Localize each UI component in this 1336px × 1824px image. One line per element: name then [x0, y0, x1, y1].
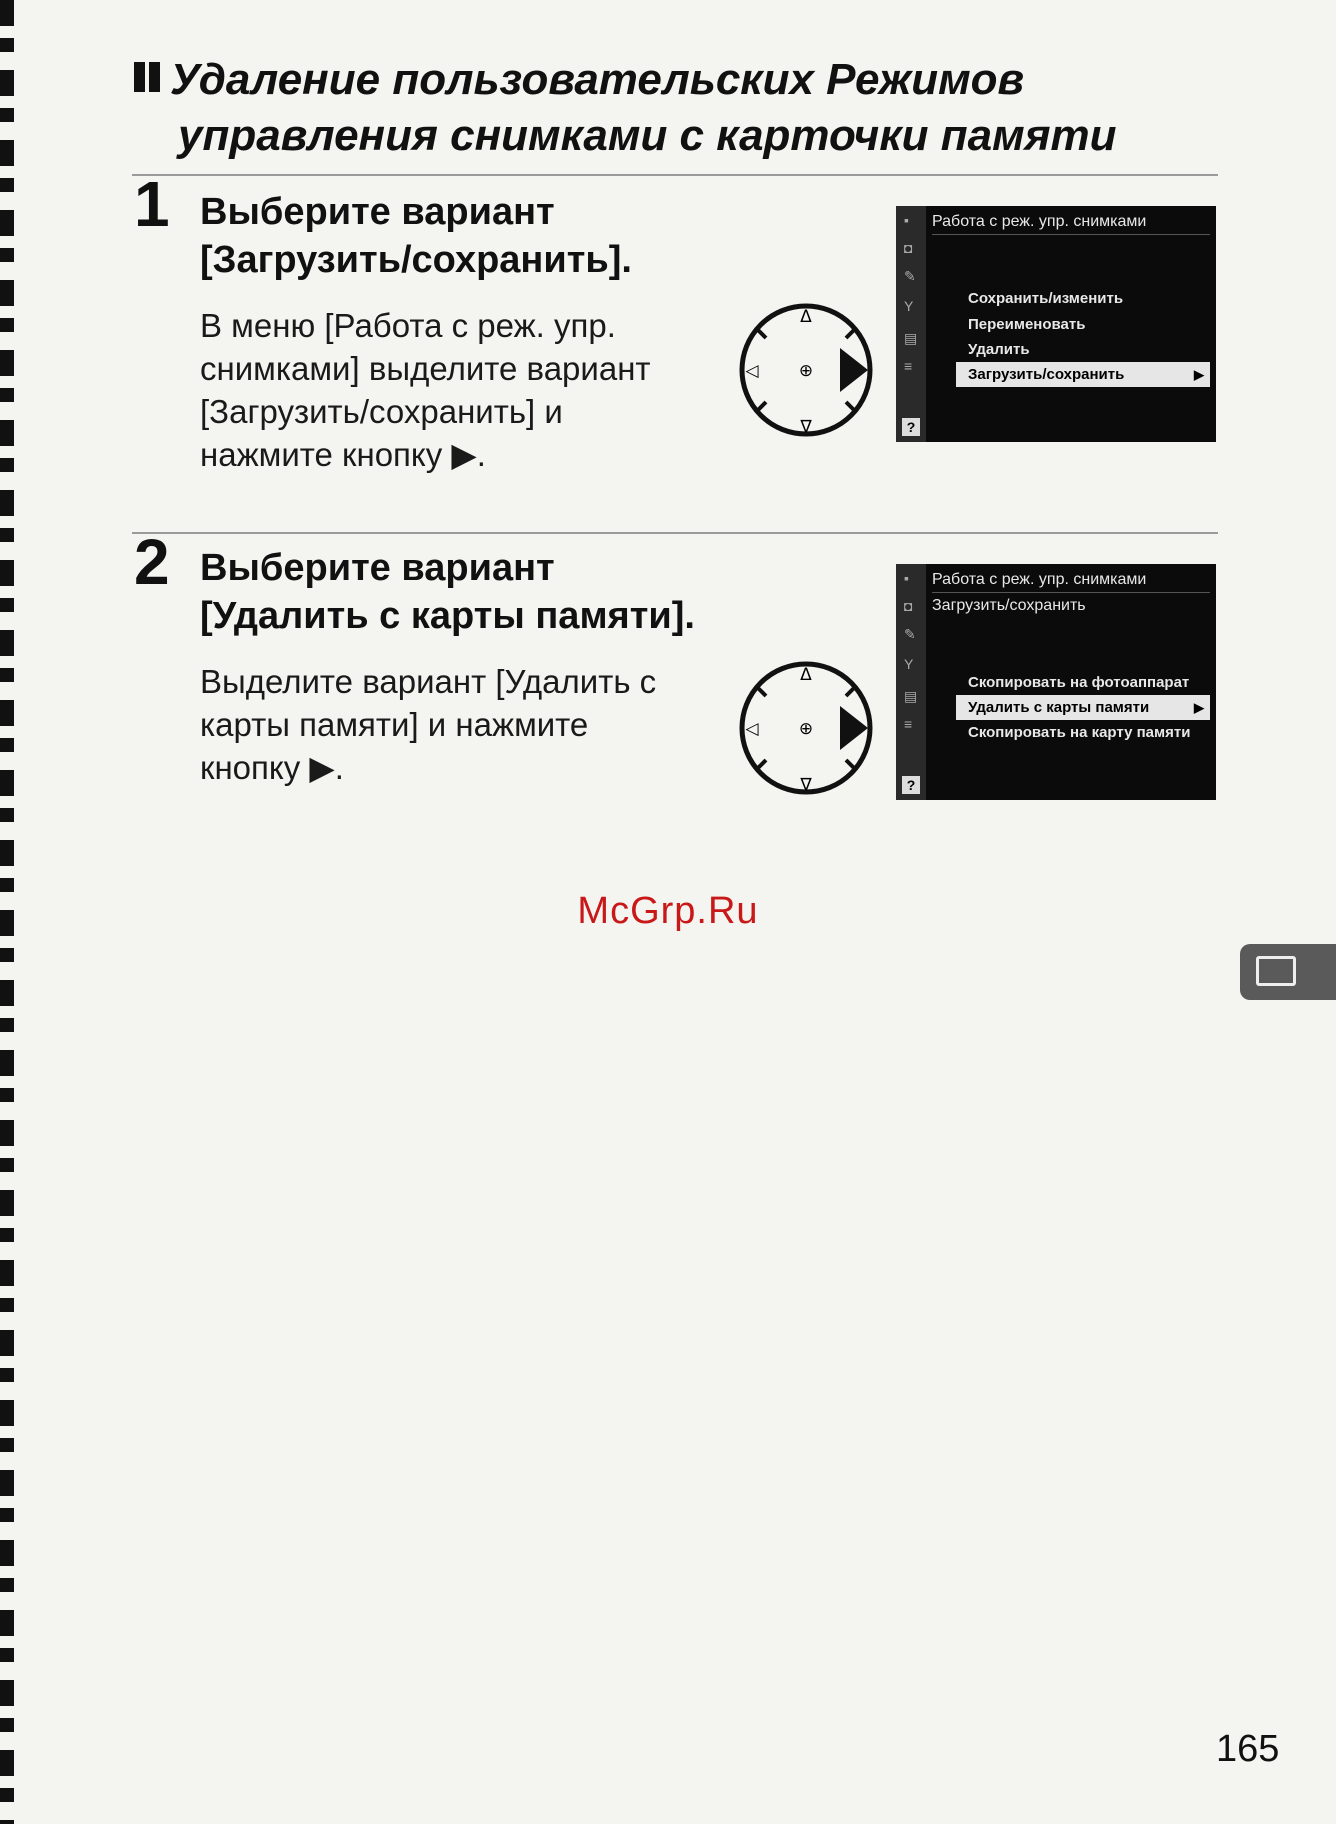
- step-2-heading-line1: Выберите вариант: [200, 547, 555, 589]
- dial-2-center-label: ⊕: [798, 719, 814, 739]
- chevron-right-icon: ▶: [1194, 367, 1204, 382]
- mymenu-icon: ≡: [904, 358, 913, 374]
- section-title-line2: управления снимками с карточки памяти: [178, 111, 1117, 160]
- section-title-line1: Удаление пользовательских Режимов: [170, 55, 1025, 104]
- menu-sidebar: [896, 206, 926, 442]
- menu-item-save-edit[interactable]: Сохранить/изменить: [968, 290, 1124, 307]
- step-2-body-line3: кнопку ▶.: [200, 749, 344, 786]
- menu-item-delete-from-card[interactable]: [956, 695, 1210, 720]
- camera-menu-icon: ◘: [904, 240, 913, 256]
- step-1-body: [200, 304, 720, 476]
- chapter-tab: [1240, 944, 1336, 1000]
- dial-up-label: Δ: [800, 307, 812, 327]
- dial-down-label: ∇: [800, 417, 812, 437]
- dial-right-arrow-icon: [840, 348, 868, 392]
- menu-item-load-save-label: Загрузить/сохранить: [968, 366, 1125, 383]
- step-1-number: 1: [134, 168, 170, 240]
- step-2-body-line2: карты памяти] и нажмите: [200, 706, 589, 743]
- retouch-tab-icon: [1256, 956, 1296, 986]
- help-icon: ?: [902, 418, 920, 436]
- step-1-heading-line2: [Загрузить/сохранить].: [200, 239, 632, 281]
- step-1-heading: [200, 188, 760, 284]
- setup-menu-icon-2: Y: [904, 656, 914, 672]
- section-marker-icon: [134, 62, 160, 92]
- camera-screen-step-1: [896, 206, 1216, 442]
- dial-2-down-label: ∇: [800, 775, 812, 795]
- camera-screen-step-2: [896, 564, 1216, 800]
- dial-2-right-arrow-icon: [840, 706, 868, 750]
- retouch-menu-icon-2: ▤: [904, 688, 918, 704]
- divider-top: [132, 174, 1218, 176]
- dial-2-left-label: ◁: [745, 719, 759, 739]
- setup-menu-icon: Y: [904, 298, 914, 314]
- step-1-body-line1: В меню [Работа с реж. упр.: [200, 307, 616, 344]
- menu-sidebar-2: [896, 564, 926, 800]
- menu-item-delete[interactable]: Удалить: [968, 341, 1030, 358]
- step-1-heading-line1: Выберите вариант: [200, 191, 555, 233]
- step-2-heading-line2: [Удалить с карты памяти].: [200, 595, 695, 637]
- watermark: McGrp.Ru: [577, 890, 759, 932]
- multi-selector-dial-icon: [736, 300, 876, 440]
- dial-left-label: ◁: [745, 361, 759, 381]
- multi-selector-dial-icon-2: [736, 658, 876, 798]
- mymenu-icon-2: ≡: [904, 716, 913, 732]
- screen-2-title: Работа с реж. упр. снимками: [932, 568, 1210, 593]
- screen-2-subtitle: Загрузить/сохранить: [932, 597, 1086, 614]
- step-2-heading: [200, 544, 760, 640]
- screen-title: Работа с реж. упр. снимками: [932, 210, 1210, 235]
- menu-item-load-save[interactable]: [956, 362, 1210, 387]
- step-2-number: 2: [134, 526, 170, 598]
- menu-item-copy-to-card[interactable]: Скопировать на карту памяти: [968, 724, 1191, 741]
- section-title: [134, 52, 1234, 164]
- step-2-body-line1: Выделите вариант [Удалить с: [200, 663, 657, 700]
- menu-item-delete-from-card-label: Удалить с карты памяти: [968, 699, 1150, 716]
- step-1-body-line3: [Загрузить/сохранить] и: [200, 393, 563, 430]
- camera-menu-icon-2: ◘: [904, 598, 913, 614]
- custom-menu-icon: ✎: [904, 268, 916, 284]
- divider-middle: [132, 532, 1218, 534]
- menu-item-copy-to-camera[interactable]: Скопировать на фотоаппарат: [968, 674, 1190, 691]
- step-2-body: [200, 660, 720, 789]
- retouch-menu-icon: ▤: [904, 330, 918, 346]
- step-1-body-line4: нажмите кнопку ▶.: [200, 436, 486, 473]
- playback-menu-icon: ▪: [904, 212, 909, 228]
- playback-menu-icon-2: ▪: [904, 570, 909, 586]
- step-1-body-line2: снимками] выделите вариант: [200, 350, 651, 387]
- chevron-right-icon-2: ▶: [1194, 700, 1204, 715]
- menu-item-rename[interactable]: Переименовать: [968, 316, 1086, 333]
- custom-menu-icon-2: ✎: [904, 626, 916, 642]
- page-number: 165: [1216, 1728, 1280, 1770]
- help-icon-2: ?: [902, 776, 920, 794]
- dial-2-up-label: Δ: [800, 665, 812, 685]
- dial-center-label: ⊕: [798, 361, 814, 381]
